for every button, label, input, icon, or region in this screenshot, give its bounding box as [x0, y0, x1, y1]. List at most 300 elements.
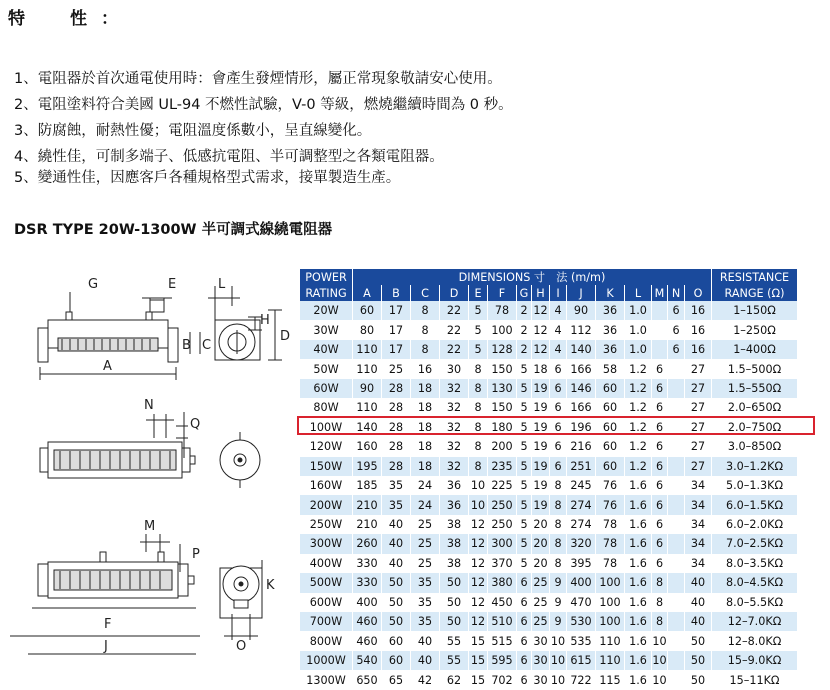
dimension-cell: 6 — [652, 457, 667, 476]
dimension-cell — [652, 340, 667, 359]
resistance-range-cell: 8.0–4.5KΩ — [712, 573, 797, 592]
dimension-cell: 100 — [596, 593, 624, 612]
dimension-cell: 36 — [440, 495, 468, 514]
dimension-cell: 25 — [411, 554, 439, 573]
dimension-cell: 25 — [382, 359, 410, 378]
dimension-cell: 27 — [685, 457, 711, 476]
dim-label-f: F — [104, 617, 112, 632]
dimension-cell: 1.2 — [625, 418, 651, 437]
feature-list — [14, 66, 513, 191]
dimension-cell: 10 — [652, 631, 667, 650]
dimension-cell: 5 — [469, 320, 487, 339]
resistance-range-cell: 1–400Ω — [712, 340, 797, 359]
dimension-cell: 5 — [517, 515, 531, 534]
resistance-range-cell: 6.0–2.0KΩ — [712, 515, 797, 534]
dimension-cell: 370 — [488, 554, 516, 573]
dimension-cell: 24 — [411, 476, 439, 495]
column-header-k: K — [596, 285, 624, 301]
dimension-cell: 17 — [382, 340, 410, 359]
dimension-cell: 32 — [440, 398, 468, 417]
dimension-cell: 110 — [353, 359, 381, 378]
dimension-cell: 78 — [596, 515, 624, 534]
dimension-cell: 35 — [411, 612, 439, 631]
table-row — [300, 398, 797, 417]
dimension-cell: 6 — [668, 301, 684, 320]
power-rating-cell: 700W — [300, 612, 352, 631]
dimension-cell: 245 — [567, 476, 595, 495]
dimension-cell: 6 — [517, 612, 531, 631]
dimension-cell: 50 — [440, 593, 468, 612]
dimension-cell: 12 — [469, 534, 487, 553]
power-rating-cell: 40W — [300, 340, 352, 359]
resistance-range-cell: 12–8.0KΩ — [712, 631, 797, 650]
dimension-cell: 5 — [517, 379, 531, 398]
dimension-cell: 110 — [353, 340, 381, 359]
table-row — [300, 554, 797, 573]
dimension-cell: 60 — [382, 631, 410, 650]
dimension-cell: 60 — [596, 379, 624, 398]
dim-label-j: J — [104, 639, 108, 654]
dimension-cell: 50 — [440, 573, 468, 592]
dim-label-g: G — [88, 277, 99, 292]
dimension-cell: 400 — [353, 593, 381, 612]
dimension-cell: 8 — [550, 476, 566, 495]
power-rating-cell: 20W — [300, 301, 352, 320]
section-subtitle: DSR TYPE 20W-1300W 半可調式線繞電阻器 — [14, 222, 333, 238]
dimension-cell: 8 — [469, 418, 487, 437]
dimension-cell — [668, 651, 684, 670]
dimension-cell: 1.0 — [625, 320, 651, 339]
table-row — [300, 359, 797, 378]
dimension-cell: 28 — [382, 437, 410, 456]
power-rating-cell: 150W — [300, 457, 352, 476]
dimension-cell: 8 — [469, 379, 487, 398]
dimension-cell: 250 — [488, 495, 516, 514]
dimension-cell: 140 — [567, 340, 595, 359]
dimension-cell: 1.2 — [625, 437, 651, 456]
dim-label-k: K — [266, 578, 275, 593]
power-rating-cell: 80W — [300, 398, 352, 417]
dimension-cell: 78 — [596, 554, 624, 573]
dimension-cell — [668, 379, 684, 398]
dimension-cell — [668, 515, 684, 534]
dimension-cell: 1.6 — [625, 593, 651, 612]
dimension-cell: 1.6 — [625, 670, 651, 689]
dimension-cell: 1.6 — [625, 573, 651, 592]
resistance-range-cell: 2.0–650Ω — [712, 398, 797, 417]
dimension-cell: 19 — [532, 457, 549, 476]
resistance-range-cell: 7.0–2.5KΩ — [712, 534, 797, 553]
dim-label-m: M — [144, 519, 156, 534]
feature-item: 5、變通性佳，因應客戶各種規格型式需求，接單製造生產。 — [14, 170, 401, 186]
dimension-cell: 8 — [550, 515, 566, 534]
column-header-j: J — [567, 285, 595, 301]
dimension-cell: 40 — [685, 593, 711, 612]
dimension-cell: 6 — [550, 359, 566, 378]
dimension-cell: 395 — [567, 554, 595, 573]
resistance-range-cell: 3.0–850Ω — [712, 437, 797, 456]
dim-label-a: A — [103, 359, 112, 374]
dimension-cell — [668, 457, 684, 476]
dimension-cell: 55 — [440, 651, 468, 670]
dimension-cell: 50 — [685, 670, 711, 689]
dimension-cell: 8 — [652, 593, 667, 612]
dimension-cell: 17 — [382, 301, 410, 320]
dimension-cell: 8 — [411, 301, 439, 320]
dimension-cell: 6 — [550, 398, 566, 417]
dimension-cell: 6 — [668, 340, 684, 359]
power-rating-cell: 60W — [300, 379, 352, 398]
dimension-cell: 6 — [652, 534, 667, 553]
dimension-cell: 650 — [353, 670, 381, 689]
dimension-cell — [668, 631, 684, 650]
dimension-cell: 595 — [488, 651, 516, 670]
dimension-cell: 5 — [517, 437, 531, 456]
feature-item: 2、電阻塗料符合美國 UL-94 不燃性試驗，V-0 等級，燃燒繼續時間為 0 秒。 — [14, 97, 513, 113]
dimension-cell: 10 — [550, 670, 566, 689]
dimension-cell: 28 — [382, 457, 410, 476]
dimension-cell: 34 — [685, 495, 711, 514]
table-row — [300, 515, 797, 534]
column-header-f: F — [488, 285, 516, 301]
column-header-i: I — [550, 285, 566, 301]
feature-item: 3、防腐蝕，耐熱性優；電阻溫度係數小，呈直線變化。 — [14, 123, 372, 139]
dimension-cell: 5 — [517, 359, 531, 378]
dimension-cell: 5 — [517, 554, 531, 573]
table-row — [300, 320, 797, 339]
dimension-cell: 15 — [469, 670, 487, 689]
dimension-cell — [668, 593, 684, 612]
dimension-cell: 30 — [532, 670, 549, 689]
dimension-cell: 330 — [353, 573, 381, 592]
dimension-cell: 10 — [469, 495, 487, 514]
dimension-cell: 6 — [550, 437, 566, 456]
dimension-cell: 6 — [550, 457, 566, 476]
dimension-cell: 6 — [517, 631, 531, 650]
dimension-cell: 540 — [353, 651, 381, 670]
dimension-cell: 50 — [382, 612, 410, 631]
dimension-cell: 8 — [469, 359, 487, 378]
dimension-cell: 1.6 — [625, 631, 651, 650]
dimension-cell: 5 — [517, 476, 531, 495]
dimension-cell: 27 — [685, 437, 711, 456]
power-rating-cell: 30W — [300, 320, 352, 339]
dimension-cell: 50 — [685, 631, 711, 650]
dimension-cell: 12 — [469, 593, 487, 612]
dimension-cell: 166 — [567, 359, 595, 378]
dim-label-h: H — [260, 313, 270, 328]
table-row — [300, 631, 797, 650]
dimension-cell: 100 — [596, 573, 624, 592]
dimension-cell: 225 — [488, 476, 516, 495]
table-row — [300, 573, 797, 592]
dimension-cell: 6 — [517, 670, 531, 689]
dimension-cell: 112 — [567, 320, 595, 339]
dimension-cell: 32 — [440, 418, 468, 437]
dimension-cell: 76 — [596, 495, 624, 514]
dimension-cell: 2 — [517, 320, 531, 339]
dimension-cell: 18 — [411, 437, 439, 456]
dimension-cell: 15 — [469, 651, 487, 670]
dimension-cell: 8 — [550, 534, 566, 553]
dimension-cell: 6 — [652, 554, 667, 573]
dimension-cell: 8 — [411, 320, 439, 339]
power-rating-cell: 600W — [300, 593, 352, 612]
dimension-cell: 55 — [440, 631, 468, 650]
dimension-cell: 10 — [550, 651, 566, 670]
resistance-range-cell: 1.5–500Ω — [712, 359, 797, 378]
dimension-cell: 460 — [353, 631, 381, 650]
dimension-cell: 40 — [382, 515, 410, 534]
resistance-range-cell: 3.0–1.2KΩ — [712, 457, 797, 476]
dimension-cell: 40 — [685, 573, 711, 592]
dimension-cell: 1.2 — [625, 398, 651, 417]
dimension-cell: 16 — [685, 301, 711, 320]
dimension-cell: 200 — [488, 437, 516, 456]
dimension-cell: 5 — [469, 301, 487, 320]
resistance-range-cell: 8.0–5.5KΩ — [712, 593, 797, 612]
dimension-cell: 62 — [440, 670, 468, 689]
dimension-cell: 330 — [353, 554, 381, 573]
power-rating-header-2 — [300, 285, 352, 301]
table-row — [300, 495, 797, 514]
dimension-cell: 60 — [596, 418, 624, 437]
dimension-cell: 1.6 — [625, 495, 651, 514]
table-row — [300, 670, 797, 689]
dimension-cell: 38 — [440, 554, 468, 573]
dimension-cell: 115 — [596, 670, 624, 689]
table-row — [300, 457, 797, 476]
dim-label-e: E — [168, 277, 177, 292]
dimension-cell: 27 — [685, 359, 711, 378]
dimension-cell: 50 — [382, 593, 410, 612]
resistance-range-cell: 1–250Ω — [712, 320, 797, 339]
dimension-cell: 6 — [668, 320, 684, 339]
dimension-cell: 8 — [550, 554, 566, 573]
dimension-cell: 166 — [567, 398, 595, 417]
dimension-cell: 19 — [532, 418, 549, 437]
dimension-cell: 22 — [440, 340, 468, 359]
dimension-cell: 6 — [652, 418, 667, 437]
dimension-cell: 210 — [353, 495, 381, 514]
dimension-cell: 20 — [532, 515, 549, 534]
dimension-cell: 2 — [517, 301, 531, 320]
dimension-cell: 380 — [488, 573, 516, 592]
dimension-cell: 274 — [567, 495, 595, 514]
dimension-cell: 22 — [440, 320, 468, 339]
dimension-cell: 510 — [488, 612, 516, 631]
dimension-cell: 195 — [353, 457, 381, 476]
dimension-cell: 12 — [532, 320, 549, 339]
dimension-cell: 1.6 — [625, 612, 651, 631]
dimension-cell: 6 — [550, 418, 566, 437]
dimension-cell: 28 — [382, 379, 410, 398]
dimension-cell — [668, 495, 684, 514]
dimension-cell: 110 — [596, 631, 624, 650]
resistance-range-cell: 15–9.0KΩ — [712, 651, 797, 670]
feature-item: 1、電阻器於首次通電使用時：會產生發煙情形，屬正常現象敬請安心使用。 — [14, 71, 502, 87]
dimension-cell: 1.6 — [625, 515, 651, 534]
dimension-cell: 24 — [411, 495, 439, 514]
dimension-cell: 90 — [567, 301, 595, 320]
dimension-cell: 4 — [550, 301, 566, 320]
dimension-cell: 8 — [550, 495, 566, 514]
dimension-cell — [652, 320, 667, 339]
column-header-m: M — [652, 285, 667, 301]
dimension-cell: 30 — [532, 651, 549, 670]
dimension-cell: 6 — [652, 379, 667, 398]
dimension-cell: 274 — [567, 515, 595, 534]
dimension-cell: 1.6 — [625, 554, 651, 573]
dimensions-header: DIMENSIONS 寸 法 (m/m) — [353, 269, 711, 285]
resistance-range-cell: 1–150Ω — [712, 301, 797, 320]
dimension-cell: 36 — [596, 301, 624, 320]
dimension-cell: 9 — [550, 573, 566, 592]
dimension-cell: 25 — [532, 593, 549, 612]
dimension-cell: 20 — [532, 534, 549, 553]
dimension-cell: 1.6 — [625, 651, 651, 670]
column-header-c: C — [411, 285, 439, 301]
dimension-cell: 460 — [353, 612, 381, 631]
resistance-range-cell: 6.0–1.5KΩ — [712, 495, 797, 514]
dimension-cell: 160 — [353, 437, 381, 456]
dimension-cell: 8 — [652, 573, 667, 592]
dimension-cell: 60 — [596, 398, 624, 417]
dimension-cell: 35 — [411, 573, 439, 592]
dimension-cell: 12 — [469, 554, 487, 573]
dimension-cell: 78 — [488, 301, 516, 320]
dimension-cell: 12 — [532, 301, 549, 320]
power-rating-cell: 300W — [300, 534, 352, 553]
dimension-cell: 50 — [685, 651, 711, 670]
dimension-cell: 18 — [411, 379, 439, 398]
dimension-cell: 150 — [488, 359, 516, 378]
dimension-cell: 260 — [353, 534, 381, 553]
table-row — [300, 437, 797, 456]
dimension-cell: 8 — [469, 437, 487, 456]
column-header-b: B — [382, 285, 410, 301]
dimension-cell: 5 — [517, 495, 531, 514]
dimension-cell: 35 — [382, 476, 410, 495]
dimension-cell: 9 — [550, 593, 566, 612]
dimension-cell: 515 — [488, 631, 516, 650]
dimension-cell: 20 — [532, 554, 549, 573]
table-row — [300, 476, 797, 495]
dim-label-c: C — [202, 338, 212, 353]
dimension-cell: 530 — [567, 612, 595, 631]
column-header-d: D — [440, 285, 468, 301]
dimension-cell: 10 — [652, 651, 667, 670]
dimension-cell: 27 — [685, 418, 711, 437]
dimension-cell: 16 — [411, 359, 439, 378]
dimension-cell: 10 — [550, 631, 566, 650]
dimension-cell: 10 — [469, 476, 487, 495]
dimension-cell: 1.2 — [625, 457, 651, 476]
dimension-cell: 110 — [596, 651, 624, 670]
dimension-cell — [652, 301, 667, 320]
dimension-cell: 300 — [488, 534, 516, 553]
dimension-cell — [668, 437, 684, 456]
dimension-cell: 1.6 — [625, 476, 651, 495]
dim-label-d: D — [280, 329, 291, 344]
dimension-cell: 4 — [550, 320, 566, 339]
figure-3 — [10, 534, 262, 654]
dimension-cell: 36 — [596, 320, 624, 339]
dimension-cell: 32 — [440, 457, 468, 476]
dimension-cell: 1.2 — [625, 379, 651, 398]
dimension-cell: 6 — [517, 573, 531, 592]
dimension-cell — [668, 359, 684, 378]
figure-1 — [38, 286, 282, 380]
power-header-line-2: RATING — [305, 286, 347, 300]
dimension-diagram — [0, 262, 296, 690]
dimension-cell: 4 — [550, 340, 566, 359]
dimension-cell: 12 — [469, 573, 487, 592]
dimension-cell: 32 — [440, 379, 468, 398]
dimension-cell: 50 — [440, 612, 468, 631]
dimension-cell: 146 — [567, 379, 595, 398]
dimension-cell — [668, 534, 684, 553]
figure-2 — [40, 412, 260, 488]
page-title: 特 性： — [8, 9, 132, 29]
dimension-cell: 34 — [685, 515, 711, 534]
dimension-cell: 38 — [440, 534, 468, 553]
dimension-cell: 1.6 — [625, 534, 651, 553]
dimension-cell: 8 — [469, 457, 487, 476]
resistance-range-cell: 15–11KΩ — [712, 670, 797, 689]
dimension-cell: 470 — [567, 593, 595, 612]
dimension-cell: 40 — [382, 554, 410, 573]
dimension-cell: 196 — [567, 418, 595, 437]
resistance-header — [712, 269, 797, 285]
dimension-cell: 60 — [596, 457, 624, 476]
dimension-cell: 702 — [488, 670, 516, 689]
dim-label-o: O — [236, 639, 247, 654]
dimension-cell: 18 — [532, 359, 549, 378]
dimension-cell: 76 — [596, 476, 624, 495]
dimension-cell: 32 — [440, 437, 468, 456]
dimension-cell: 90 — [353, 379, 381, 398]
dimension-cell: 30 — [440, 359, 468, 378]
dimension-cell: 9 — [550, 612, 566, 631]
resistance-range-cell: 5.0–1.3KΩ — [712, 476, 797, 495]
dimension-cell: 110 — [353, 398, 381, 417]
dimension-cell: 16 — [685, 340, 711, 359]
column-header-a: A — [353, 285, 381, 301]
dimension-cell: 216 — [567, 437, 595, 456]
dimension-cell: 19 — [532, 476, 549, 495]
dimension-cell: 25 — [532, 612, 549, 631]
dimension-cell: 6 — [517, 593, 531, 612]
power-rating-cell: 400W — [300, 554, 352, 573]
dimension-cell: 17 — [382, 320, 410, 339]
dimension-cell: 34 — [685, 554, 711, 573]
dimension-cell: 19 — [532, 398, 549, 417]
power-rating-cell: 120W — [300, 437, 352, 456]
dimension-cell: 100 — [596, 612, 624, 631]
dimension-cell: 1.2 — [625, 359, 651, 378]
dimension-cell: 128 — [488, 340, 516, 359]
resistance-header-2 — [712, 285, 797, 301]
dimension-cell: 65 — [382, 670, 410, 689]
dimension-cell: 5 — [517, 457, 531, 476]
dimension-cell: 80 — [353, 320, 381, 339]
column-header-o: O — [685, 285, 711, 301]
dimension-cell: 40 — [685, 612, 711, 631]
power-rating-cell: 100W — [300, 418, 352, 437]
dimension-cell: 60 — [596, 437, 624, 456]
dimension-cell: 19 — [532, 495, 549, 514]
